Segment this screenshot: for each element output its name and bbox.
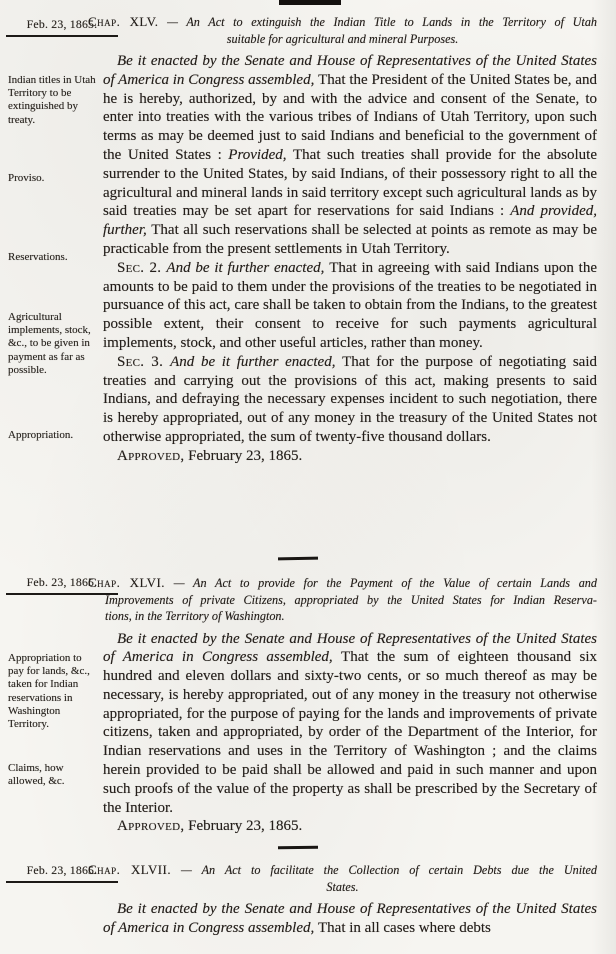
text-run: February 23, 1865. (184, 447, 303, 464)
margin-note-claims: Claims, how allowed, &c. (8, 762, 65, 788)
chapter-46-title: — An Act to provide for the Payment of the Value of certain Lands and (173, 576, 597, 590)
approved-line (103, 447, 597, 466)
margin-date-chap47: Feb. 23, 1865. (6, 864, 118, 883)
paragraph-section-2 (103, 259, 597, 353)
paragraph-section-3 (103, 353, 597, 447)
text-run: That in agreeing with said Indians upon the amounts to be paid to them under the provisions of the treaties to be negotiated in pursuance of this act, care shall be taken to obtain from the Indians, to the greatest possible extent, their consent to receive for such payments agricultural implements, stock, and other useful articles, rather than money. (103, 259, 597, 351)
act-chapter-46 (88, 575, 597, 836)
text-run: And be it further enacted, (170, 353, 343, 370)
chapter-47-title: — An Act to facilitate the Collection of certain Debts due the United (181, 863, 598, 877)
text-run: That all such reservations shall be selected at points as remote as may be practicable from the present settlements in Utah Territory. (103, 222, 597, 257)
text-run: That such treaties shall provide for the absolute surrender to the United States, by said Indians, of their possessory right to all the agricultural and mineral lands in said territory except such agricultural lands as by said treaties may be set apart for reservations for said Indians : (103, 146, 597, 220)
chapter-46-label: Chap. XLVI. (88, 576, 166, 590)
text-run: And be it further enacted, (166, 259, 330, 276)
section-separator-top (279, 0, 341, 5)
section-separator (278, 846, 318, 850)
text-run: Sec. 3. (117, 353, 171, 370)
chapter-46-heading-line1 (88, 575, 597, 592)
text-run: February 23, 1865. (184, 818, 303, 835)
margin-note-appropriation-lands: Appropriation to pay for lands, &c., taken for Indian reservations in Washington Territory. (8, 652, 90, 731)
margin-note-agricultural-implements: Agricultural implements, stock, &c., to be given in payment as far as possible. (8, 311, 91, 376)
chapter-45-title-continuation: suitable for agricultural and mineral Purposes. (226, 31, 459, 46)
text-run: That the sum of eighteen thousand six hundred and eleven dollars and sixty-two cents, or so much thereof as may be necessary, is hereby appropriated, out of any money in the treasury not otherwise appropriated, for the purpose of paying for the lands and improvements of private citizens, taken and appropriated, by order of the Department of the Interior, for Indian reservations and uses in the Territory of Washington ; and the claims herein provided to be paid shall be allowed and paid in such manner and upon such proofs of the value of the property as shall be prescribed by the Secretary of the Interior. (103, 649, 597, 816)
chapter-45-title: — An Act to extinguish the Indian Title to Lands in the Territory of Utah (167, 15, 598, 29)
margin-date-chap45: Feb. 23, 1865. (6, 18, 118, 37)
chapter-47-heading (88, 862, 597, 895)
act-chapter-47 (88, 862, 598, 938)
text-run: Be it enacted by the Senate and House of Representatives of the United States of America in Congress assembled, (103, 901, 597, 936)
margin-note-indian-titles: Indian titles in Utah Territory to be extinguished by treaty. (8, 74, 96, 126)
text-run: That in all cases where debts (318, 919, 491, 936)
text-run: That for the purpose of negotiating said treaties and carrying out the provisions of this act, making presents to said Indians, and defraying the necessary expenses incident to such negotiation, there is hereby appropriated, out of any money in the treasury of the United States not otherwise appropriated, the sum of twenty-five thousand dollars. (103, 353, 597, 445)
paragraph-enacting-clause (103, 630, 597, 818)
chapter-46-heading (88, 575, 597, 625)
paragraph-enacting-clause (103, 900, 597, 938)
act-chapter-45 (88, 14, 598, 466)
chapter-47-heading-line1 (88, 862, 597, 879)
chapter-45-heading-line1 (88, 14, 597, 31)
text-run: Be it enacted by the Senate and House of Representatives of the United States of America in Congress assembled, (103, 630, 597, 666)
chapter-47-title-continuation: States. (326, 879, 359, 894)
text-run: That the President of the United States be, and he is hereby, authorized, by and with the advice and consent of the Senate, to enter into treaties with the various tribes of Indians of Utah Territory, upon such terms as may be deemed just to said Indians and beneficial to the government of the United States : (103, 71, 597, 163)
margin-note-proviso: Proviso. (8, 172, 45, 184)
text-run: Approved, (117, 447, 185, 464)
margin-note-appropriation: Appropriation. (8, 429, 74, 441)
chapter-45-heading (88, 14, 597, 47)
chapter-46-title-continuation-2: tions, in the Territory of Washington. (105, 609, 285, 623)
text-run: And provided, further, (103, 203, 597, 239)
chapter-45-label: Chap. XLV. (88, 15, 159, 29)
section-separator (278, 557, 318, 561)
text-run: Provided, (228, 146, 294, 163)
margin-note-reservations: Reservations. (8, 251, 68, 263)
chapter-46-title-continuation-1: Improvements of private Citizens, appropriated by the United States for Indian Reserva- (105, 592, 597, 607)
approved-line (103, 817, 597, 836)
margin-date-chap46: Feb. 23, 1865. (6, 576, 118, 595)
text-run: Approved, (117, 818, 185, 835)
text-run: Be it enacted by the Senate and House of Representatives of the United States of America in Congress assembled, (103, 53, 597, 88)
chapter-47-label: Chap. XLVII. (88, 863, 172, 877)
paragraph-enacting-clause (103, 52, 597, 259)
text-run: Sec. 2. (117, 259, 167, 276)
